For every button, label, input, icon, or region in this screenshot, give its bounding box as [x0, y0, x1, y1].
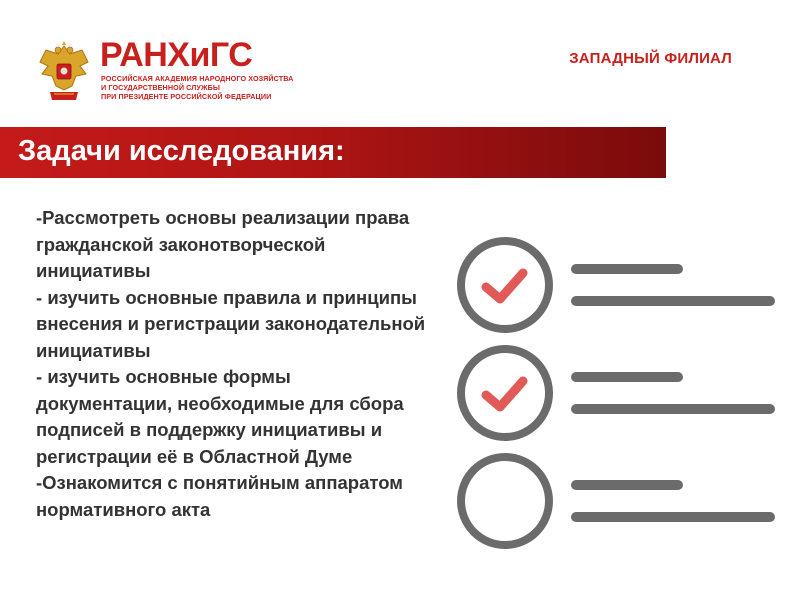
task-item [36, 470, 426, 523]
checklist-illustration [450, 230, 780, 550]
task-text: Рассмотреть основы реализации права гражданской законотворческой инициативы [36, 207, 410, 281]
logo-subtitle-line: ПРИ ПРЕЗИДЕНТЕ РОССИЙСКОЙ ФЕДЕРАЦИИ [101, 92, 272, 102]
checklist-ring-icon [461, 349, 549, 437]
task-item [36, 285, 426, 365]
checklist-ring-icon [461, 457, 549, 545]
eagle-emblem-icon [36, 40, 92, 102]
logo-subtitle [101, 74, 294, 102]
task-prefix: - [36, 366, 48, 387]
title-bar [0, 127, 666, 178]
task-prefix: - [36, 207, 43, 228]
checklist-ring-icon [461, 241, 549, 329]
task-text: изучить основные правила и принципы внесения и регистрации законодательной инициативы [36, 286, 426, 361]
checkmark-icon [486, 381, 523, 407]
slide-title: Задачи исследования: [18, 135, 345, 167]
task-text: Ознакомится с понятийным аппаратом нормативного акта [36, 472, 403, 520]
logo-subtitle-line: И ГОСУДАРСТВЕННОЙ СЛУЖБЫ [101, 83, 221, 93]
task-prefix: - [36, 472, 43, 493]
branch-label: ЗАПАДНЫЙ ФИЛИАЛ [569, 50, 732, 67]
task-text: изучить основные формы документации, необходимые для сбора подписей в поддержку инициативы и регистрации её в Областной Думе [36, 366, 404, 467]
checkmark-icon [486, 273, 523, 299]
logo-name: РАНХиГС [100, 36, 253, 74]
task-prefix: - [36, 286, 48, 308]
task-item [36, 205, 426, 285]
task-list [36, 205, 426, 523]
task-item [36, 364, 426, 470]
logo-subtitle-line: РОССИЙСКАЯ АКАДЕМИЯ НАРОДНОГО ХОЗЯЙСТВА [101, 74, 294, 83]
